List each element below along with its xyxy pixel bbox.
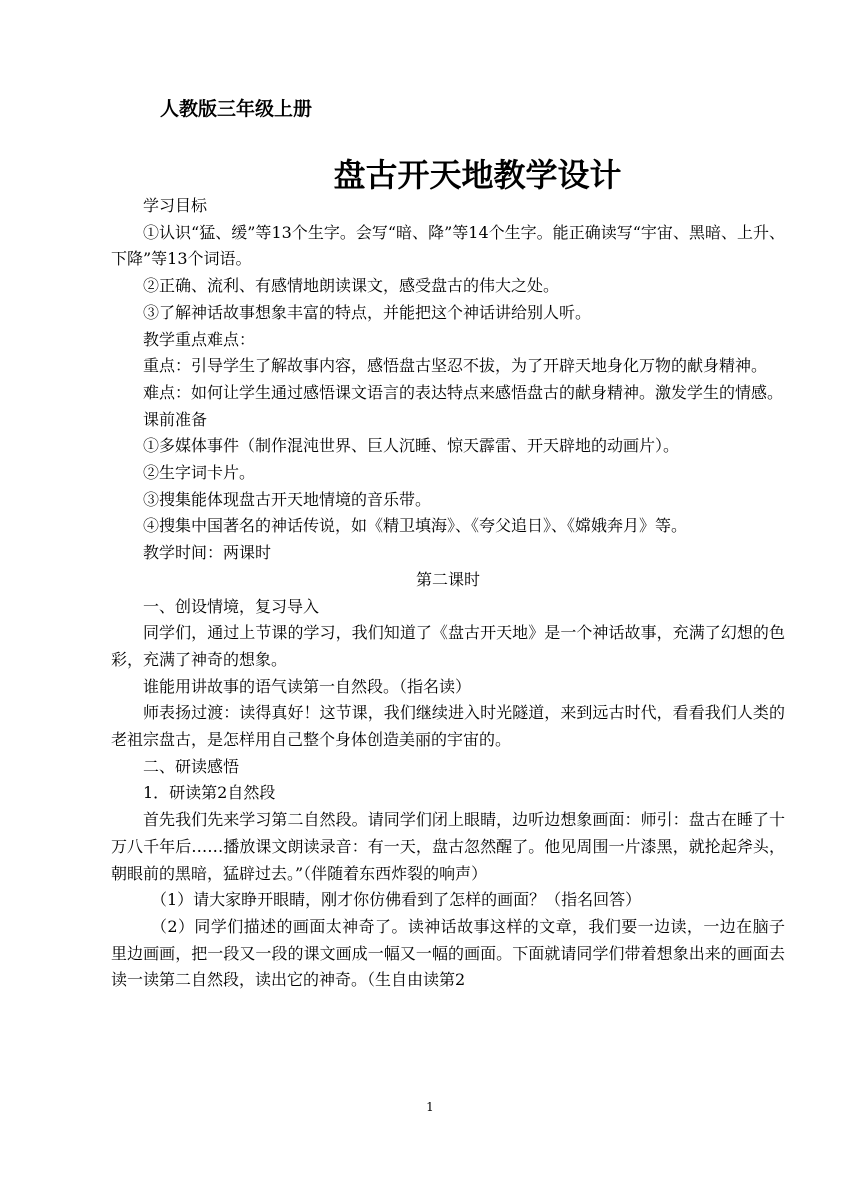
- paragraph: （1）请大家睁开眼睛，刚才你仿佛看到了怎样的画面？（指名回答）: [151, 890, 642, 910]
- paragraph: ②正确、流利、有感情地朗读课文，感受盘古的伟大之处。: [143, 276, 560, 296]
- section-heading-objectives: 学习目标: [143, 196, 208, 215]
- section-heading-key-points: 教学重点难点：: [143, 329, 256, 349]
- paragraph: 难点：如何让学生通过感悟课文语言的表达特点来感悟盘古的献身精神。激发学生的情感。: [143, 382, 784, 402]
- paragraph: （2）同学们描述的画面太神奇了。读神话故事这样的文章，我们要一边读，一边在脑子里边画画，把一段又一段的课文画成一幅又一幅的画面。下面就请同学们带着想象出来的画面去读一读第二自然段，读出它的神奇。（生自由读第2: [111, 916, 785, 990]
- paragraph: 教学时间：两课时: [143, 543, 272, 563]
- paragraph: 重点：引导学生了解故事内容，感悟盘古坚忍不拔，为了开辟天地身化万物的献身精神。: [143, 356, 768, 376]
- paragraph: ④搜集中国著名的神话传说，如《精卫填海》、《夸父追日》、《嫦娥奔月》等。: [143, 516, 688, 536]
- paragraph: ①认识“猛、缓”等13个生字。会写“暗、降”等14个生字。能正确读写“宇宙、黑暗、上升、下降”等13个词语。: [111, 222, 785, 269]
- paragraph: ②生字词卡片。: [143, 463, 256, 483]
- paragraph: 首先我们先来学习第二自然段。请同学们闭上眼睛，边听边想象画面：师引：盘古在睡了十万八千年后……播放课文朗读录音：有一天，盘古忽然醒了。他见周围一片漆黑，就抡起斧头，朝眼前的黑暗，猛辟过去。”（伴随着东西炸裂的响声）: [111, 810, 785, 883]
- textbook-header: 人教版三年级上册: [160, 98, 313, 120]
- paragraph: 同学们，通过上节课的学习，我们知道了《盘古开天地》是一个神话故事，充满了幻想的色彩，充满了神奇的想象。: [111, 623, 785, 669]
- paragraph: 谁能用讲故事的语气读第一自然段。（指名读）: [143, 676, 472, 696]
- section-heading-study: 二、研读感悟: [143, 756, 240, 776]
- lesson-subtitle: 第二课时: [415, 569, 480, 589]
- paragraph: ③了解神话故事想象丰富的特点，并能把这个神话讲给别人听。: [143, 302, 592, 322]
- document-title: 盘古开天地教学设计: [333, 156, 622, 194]
- page-number: 1: [426, 1100, 434, 1114]
- paragraph: 师表扬过渡：读得真好！这节课，我们继续进入时光隧道，来到远古时代，看看我们人类的老祖宗盘古，是怎样用自己整个身体创造美丽的宇宙的。: [111, 703, 785, 750]
- paragraph: ③搜集能体现盘古开天地情境的音乐带。: [143, 489, 432, 509]
- paragraph: ①多媒体事件（制作混沌世界、巨人沉睡、惊天霹雷、开天辟地的动画片）。: [143, 436, 680, 456]
- section-heading-intro: 一、创设情境，复习导入: [143, 596, 320, 616]
- document-body: [111, 193, 785, 994]
- section-heading-preparation: 课前准备: [143, 409, 208, 429]
- paragraph: 1．研读第2自然段: [143, 783, 276, 803]
